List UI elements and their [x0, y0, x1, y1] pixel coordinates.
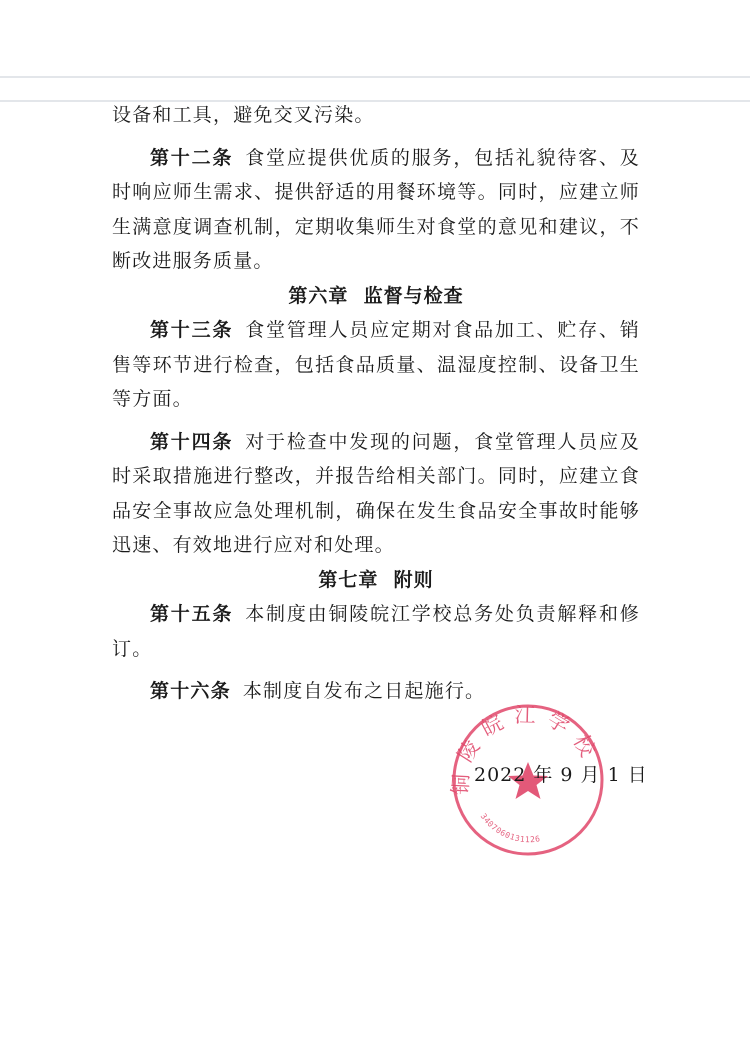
- article-label: 第十三条: [150, 319, 234, 341]
- article-label: 第十四条: [150, 430, 234, 453]
- chapter-heading-7: 第七章 附则: [318, 568, 434, 591]
- paragraph-continuation: 设备和工具，避免交叉污染。: [112, 104, 375, 126]
- article-13: [112, 313, 640, 417]
- article-14: [112, 425, 640, 563]
- article-text: 食堂应提供优质的服务，包括礼貌待客、及时响应师生需求、提供舒适的用餐环境等。同时，应建立师生满意度调查机制，定期收集师生对食堂的意见和建议，不断改进服务质量。: [112, 146, 640, 272]
- article-label: 第十二条: [150, 146, 234, 169]
- chapter-heading-6: 第六章 监督与检查: [288, 284, 464, 307]
- document-body: [112, 98, 640, 709]
- seal-arc-text: 铜陵皖江学校: [448, 703, 605, 796]
- article-12: [112, 141, 640, 279]
- article-15: [112, 597, 640, 666]
- seal-code: 3407060131126: [478, 811, 542, 845]
- svg-text:3407060131126: [479, 812, 541, 844]
- article-label: 第十五条: [150, 603, 234, 625]
- signature-date: 2022 年 9 月 1 日: [474, 764, 648, 786]
- article-text: 对于检查中发现的问题，食堂管理人员应及时采取措施进行整改，并报告给相关部门。同时，应建立食品安全事故应急处理机制，确保在发生食品安全事故时能够迅速、有效地进行应对和处理。: [112, 430, 640, 556]
- scan-artifact-line: [0, 76, 750, 78]
- article-text: 食堂管理人员应定期对食品加工、贮存、销售等环节进行检查，包括食品质量、温湿度控制、设备卫生等方面。: [112, 319, 640, 410]
- article-text: 本制度自发布之日起施行。: [242, 680, 486, 702]
- article-text: 本制度由铜陵皖江学校总务处负责解释和修订。: [112, 603, 640, 660]
- article-label: 第十六条: [150, 680, 231, 702]
